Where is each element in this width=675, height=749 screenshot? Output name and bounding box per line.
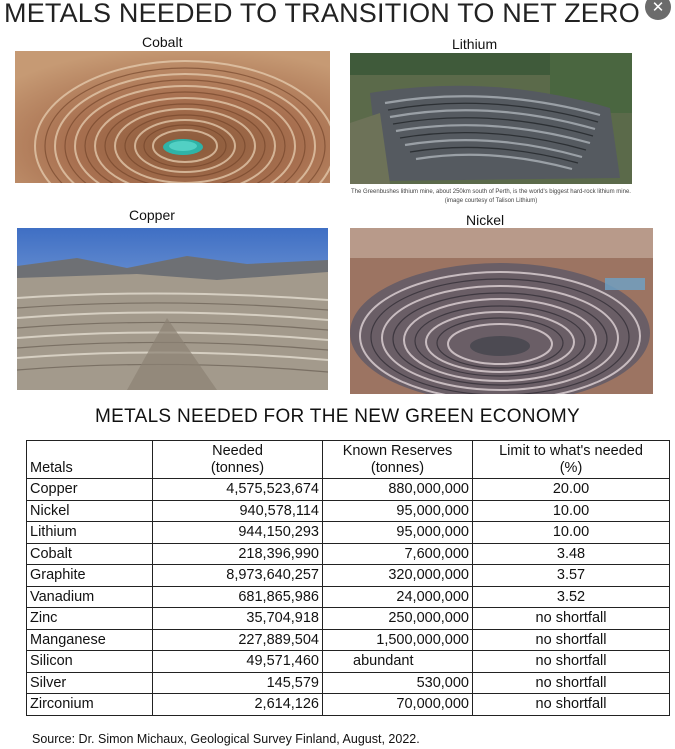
table-row xyxy=(27,694,670,716)
cell-known: 1,500,000,000 xyxy=(323,629,473,651)
table-title: METALS NEEDED FOR THE NEW GREEN ECONOMY xyxy=(95,406,580,427)
table-row xyxy=(27,608,670,630)
cell-needed: 2,614,126 xyxy=(153,694,323,716)
cell-needed: 227,889,504 xyxy=(153,629,323,651)
table-row xyxy=(27,522,670,544)
header-needed: Needed (tonnes) xyxy=(153,441,323,479)
cell-limit: 3.57 xyxy=(473,565,670,587)
cell-limit: no shortfall xyxy=(473,629,670,651)
cell-limit: no shortfall xyxy=(473,608,670,630)
nickel-label: Nickel xyxy=(466,212,505,228)
cell-known: 530,000 xyxy=(323,672,473,694)
cell-known: 880,000,000 xyxy=(323,479,473,501)
copper-mine-photo xyxy=(17,228,328,390)
metals-table xyxy=(26,440,670,716)
lithium-label: Lithium xyxy=(452,36,498,52)
close-button[interactable] xyxy=(645,0,671,20)
cell-metal: Silicon xyxy=(27,651,153,673)
cell-needed: 145,579 xyxy=(153,672,323,694)
cell-needed: 681,865,986 xyxy=(153,586,323,608)
cell-metal: Vanadium xyxy=(27,586,153,608)
cell-metal: Graphite xyxy=(27,565,153,587)
table-row xyxy=(27,500,670,522)
cell-limit: no shortfall xyxy=(473,651,670,673)
cell-needed: 8,973,640,257 xyxy=(153,565,323,587)
cell-known: 7,600,000 xyxy=(323,543,473,565)
cell-known: 250,000,000 xyxy=(323,608,473,630)
cell-metal: Copper xyxy=(27,479,153,501)
cell-limit: no shortfall xyxy=(473,694,670,716)
cell-known: 95,000,000 xyxy=(323,522,473,544)
cell-known: abundant xyxy=(323,651,473,673)
cell-needed: 944,150,293 xyxy=(153,522,323,544)
lithium-mine-photo xyxy=(350,53,632,184)
page-title: METALS NEEDED TO TRANSITION TO NET ZERO xyxy=(4,0,640,28)
cell-limit: 3.52 xyxy=(473,586,670,608)
table-row xyxy=(27,672,670,694)
table-row xyxy=(27,586,670,608)
lithium-photo-caption: The Greenbushes lithium mine, about 250km south of Perth, is the world's biggest hard-rock lithium mine. (image courtesy of Talison Lithium) xyxy=(351,189,631,204)
cell-metal: Zinc xyxy=(27,608,153,630)
cell-needed: 4,575,523,674 xyxy=(153,479,323,501)
cell-needed: 35,704,918 xyxy=(153,608,323,630)
header-known-reserves: Known Reserves (tonnes) xyxy=(323,441,473,479)
cell-limit: no shortfall xyxy=(473,672,670,694)
cell-limit: 3.48 xyxy=(473,543,670,565)
cell-known: 24,000,000 xyxy=(323,586,473,608)
table-row xyxy=(27,543,670,565)
copper-label: Copper xyxy=(129,207,175,223)
cell-metal: Zirconium xyxy=(27,694,153,716)
cell-needed: 940,578,114 xyxy=(153,500,323,522)
cell-needed: 218,396,990 xyxy=(153,543,323,565)
cell-needed: 49,571,460 xyxy=(153,651,323,673)
source-citation: Source: Dr. Simon Michaux, Geological Survey Finland, August, 2022. xyxy=(32,732,420,746)
cell-metal: Silver xyxy=(27,672,153,694)
cell-limit: 10.00 xyxy=(473,522,670,544)
table-row xyxy=(27,651,670,673)
table-header-row xyxy=(27,441,670,479)
cell-known: 95,000,000 xyxy=(323,500,473,522)
table-row xyxy=(27,565,670,587)
header-limit: Limit to what's needed (%) xyxy=(473,441,670,479)
cell-metal: Lithium xyxy=(27,522,153,544)
cobalt-label: Cobalt xyxy=(142,34,183,50)
cell-metal: Cobalt xyxy=(27,543,153,565)
cell-limit: 10.00 xyxy=(473,500,670,522)
nickel-mine-photo xyxy=(350,228,653,394)
table-row xyxy=(27,629,670,651)
cell-metal: Nickel xyxy=(27,500,153,522)
table-row xyxy=(27,479,670,501)
cell-known: 320,000,000 xyxy=(323,565,473,587)
cell-known: 70,000,000 xyxy=(323,694,473,716)
header-metals: Metals xyxy=(27,441,153,479)
cell-metal: Manganese xyxy=(27,629,153,651)
cell-limit: 20.00 xyxy=(473,479,670,501)
close-icon: ✕ xyxy=(651,0,665,16)
cobalt-mine-photo xyxy=(15,51,330,183)
